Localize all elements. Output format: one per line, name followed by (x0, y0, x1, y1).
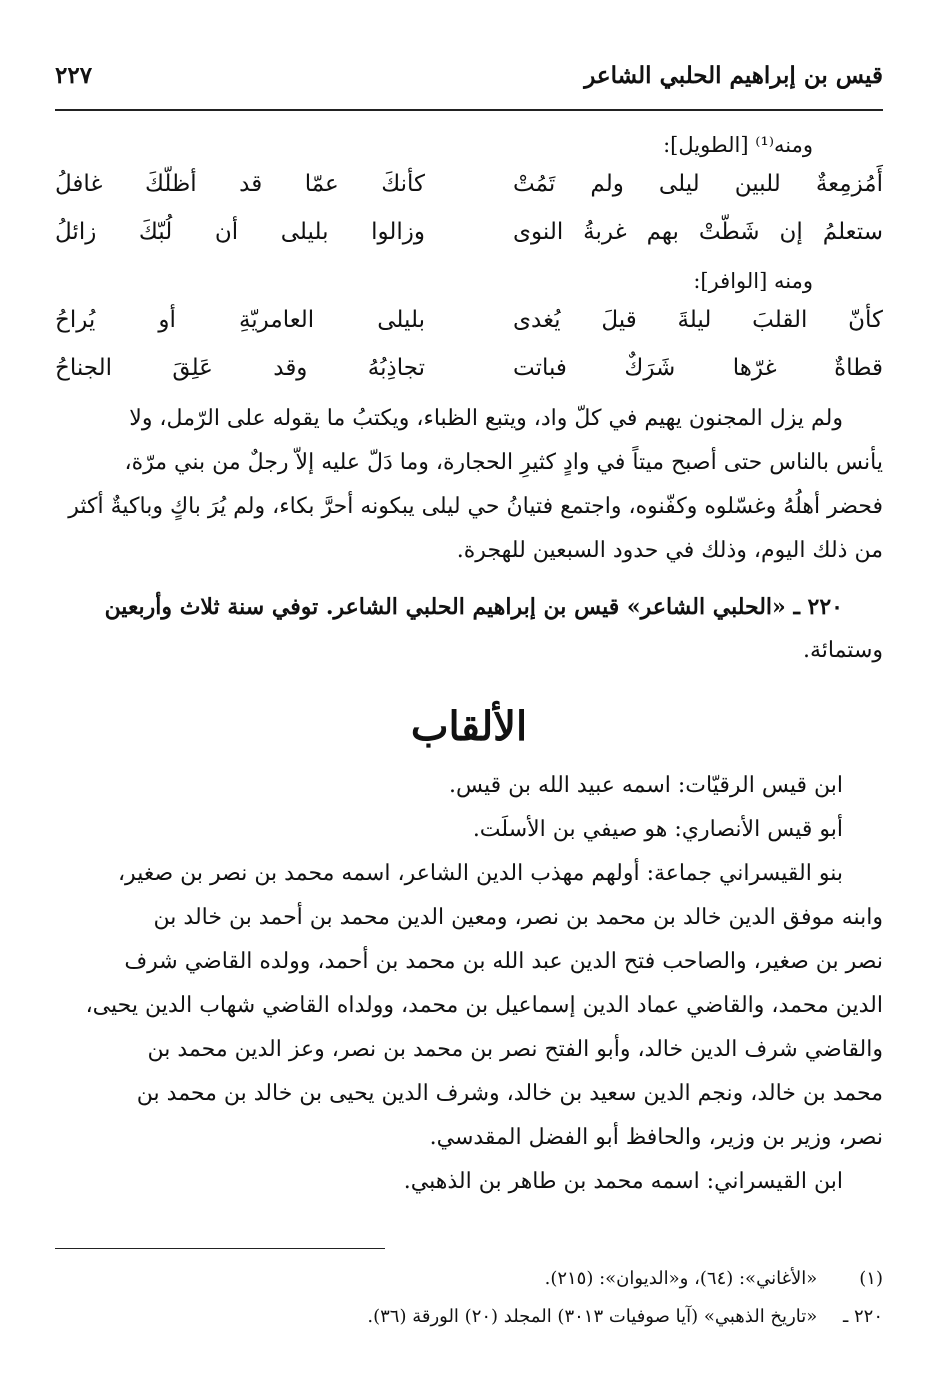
verse-first-hemistich: قطاةٌ غرّها شَرَكٌ فباتت (513, 355, 883, 381)
verse-second-hemistich: تجاذِبُهُ وقد عَلِقَ الجناحُ (55, 355, 425, 381)
page-number: ٢٢٧ (55, 62, 93, 89)
paragraph-line: والقاضي شرف الدين خالد، وأبو الفتح نصر بن محمد بن نصر، وعز الدين محمد بن (147, 1037, 883, 1062)
narrative-paragraph (55, 397, 883, 573)
entry-line: ٢٢٠ ـ «الحلبي الشاعر» قيس بن إبراهيم الحلبي الشاعر. توفي سنة ثلاث وأربعين (104, 594, 843, 620)
footnote (55, 1260, 883, 1298)
paragraph-line: بنو القيسراني جماعة: أولهم مهذب الدين الشاعر، اسمه محمد بن نصر بن صغير، (117, 861, 843, 886)
verse-second-hemistich: وزالوا بليلى أن لُبّكَ زائلُ (55, 219, 425, 245)
footnote-mark: ٢٢٠ ـ (842, 1306, 883, 1327)
verse-line (55, 213, 883, 261)
page-header (55, 62, 883, 102)
alqab-entry: ابن قيس الرقيّات: اسمه عبيد الله بن قيس. (448, 773, 843, 798)
section-title: الألقاب (410, 703, 528, 750)
verse-second-hemistich: كأنكَ عمّا قد أظلّكَ غافلُ (55, 171, 425, 197)
verse-first-hemistich: أَمُزمِعةٌ للبين ليلى ولم تَمُتْ (513, 171, 883, 197)
header-divider (55, 109, 883, 111)
alqab-entry: ابن القيسراني: اسمه محمد بن طاهر بن الذهبي. (403, 1169, 843, 1194)
footnotes (55, 1260, 883, 1336)
footnote (55, 1298, 883, 1336)
footnote-text: «تاريخ الذهبي» (آيا صوفيات ٣٠١٣) المجلد (٢٠) الورقة (٣٦). (367, 1306, 818, 1327)
verse-first-hemistich: كأنّ القلبَ ليلةَ قيلَ يُغدى (513, 307, 883, 333)
paragraph-line: نصر، وزير بن وزير، والحافظ أبو الفضل المقدسي. (429, 1125, 883, 1150)
paragraph-line: ولم يزل المجنون يهيم في كلّ واد، ويتبع الظباء، ويكتبُ ما يقوله على الرّمل، ولا (129, 406, 843, 431)
paragraph-line: من ذلك اليوم، وذلك في حدود السبعين للهجرة. (456, 538, 883, 563)
paragraph-line: يأنس بالناس حتى أصبح ميتاً في وادٍ كثيرِ الحجارة، وما دَلّ عليه إلاّ رجلٌ من بني مرّة، (124, 450, 883, 475)
verse-line (55, 349, 883, 397)
paragraph-line: فحضر أهلُهُ وغسّلوه وكفّنوه، واجتمع فتيانُ حي ليلى يبكونه أحرَّ بكاء، ولم يُرَ باكٍ وباكيةٌ أكثر (68, 494, 883, 519)
biography-entry-220 (55, 585, 883, 673)
verse-second-hemistich: بليلى العامريّةِ أو يُراحُ (55, 307, 425, 333)
alqab-entry: أبو قيس الأنصاري: هو صيفي بن الأسلَت. (472, 817, 843, 842)
footnote-text: «الأغاني»: (٦٤)، و«الديوان»: (٢١٥). (544, 1268, 818, 1289)
alqab-list (55, 764, 883, 1204)
running-title: قيس بن إبراهيم الحلبي الشاعر (584, 62, 883, 89)
verse-line (55, 165, 883, 213)
footnote-divider (55, 1248, 385, 1249)
verse-intro: ومنه⁽¹⁾ [الطويل]: (663, 133, 813, 157)
verse-line (55, 301, 883, 349)
paragraph-line: الدين محمد، والقاضي عماد الدين إسماعيل بن محمد، وولداه القاضي شهاب الدين يحيى، (85, 993, 883, 1018)
paragraph-line: وابنه موفق الدين خالد بن محمد بن نصر، ومعين الدين محمد بن أحمد بن خالد بن (153, 905, 883, 930)
footnote-mark: (١) (859, 1268, 883, 1289)
paragraph-line: نصر بن صغير، والصاحب فتح الدين عبد الله بن محمد بن أحمد، وولده القاضي شرف (124, 949, 883, 974)
entry-line: وستمائة. (802, 638, 883, 663)
paragraph-line: محمد بن خالد، ونجم الدين سعيد بن خالد، وشرف الدين يحيى بن خالد بن محمد بن (136, 1081, 883, 1106)
verse-intro: ومنه [الوافر]: (693, 269, 813, 293)
verse-first-hemistich: ستعلمُ إن شَطّتْ بهم غربةُ النوى (513, 219, 883, 245)
main-text (55, 125, 883, 1204)
